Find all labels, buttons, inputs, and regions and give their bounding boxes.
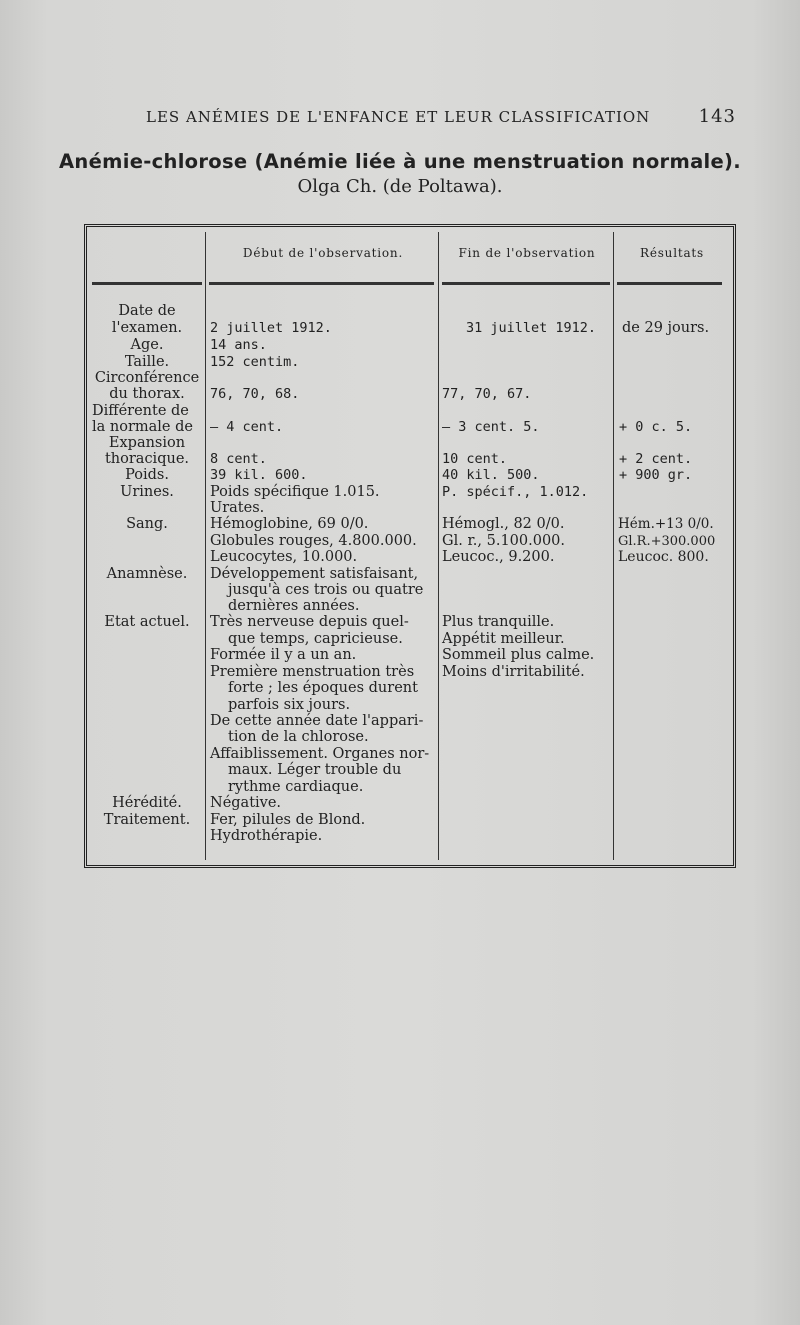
resultat-cell: Hém.+13 0/0.	[618, 516, 714, 532]
debut-cell: Formée il y a un an.	[210, 647, 357, 663]
header-rule	[617, 282, 722, 285]
debut-cell: parfois six jours.	[228, 697, 351, 713]
running-head-title: LES ANÉMIES DE L'ENFANCE ET LEUR CLASSIFICATION	[146, 108, 651, 126]
debut-cell: que temps, capricieuse.	[228, 631, 403, 647]
row-label: Sang.	[126, 516, 168, 532]
resultat-cell: Gl.R.+300.000	[618, 534, 716, 549]
row-label: Etat actuel.	[104, 614, 190, 630]
debut-cell: jusqu'à ces trois ou quatre	[228, 582, 424, 598]
fin-cell: 10 cent.	[442, 451, 508, 467]
debut-cell: Développement satisfaisant,	[210, 566, 419, 582]
fin-cell: Hémogl., 82 0/0.	[442, 516, 565, 532]
debut-cell: tion de la chlorose.	[228, 729, 369, 745]
debut-cell: forte ; les époques durent	[228, 680, 418, 696]
debut-cell: 8 cent.	[210, 451, 267, 467]
fin-cell: Leucoc., 9.200.	[442, 549, 555, 565]
column-divider	[205, 232, 206, 860]
debut-cell: Globules rouges, 4.800.000.	[210, 533, 417, 549]
debut-cell: 152 centim.	[210, 354, 300, 370]
row-label: l'examen.	[111, 320, 183, 336]
row-label: Date de	[118, 303, 176, 319]
running-head	[146, 106, 736, 128]
debut-cell: 39 kil. 600.	[210, 467, 308, 483]
page-number: 143	[698, 106, 736, 127]
row-label: Circonférence	[94, 370, 200, 386]
debut-cell: rythme cardiaque.	[228, 779, 364, 795]
fin-cell: Plus tranquille.	[442, 614, 555, 630]
debut-cell: Affaiblissement. Organes nor-	[210, 746, 430, 762]
header-resultats: Résultats	[639, 246, 705, 260]
row-label: Différente de	[92, 403, 189, 419]
fin-cell: 31 juillet 1912.	[466, 320, 597, 336]
resultat-cell: + 2 cent.	[619, 451, 693, 467]
fin-cell: Moins d'irritabilité.	[442, 664, 585, 680]
debut-cell: Urates.	[210, 500, 265, 516]
debut-cell: Hydrothérapie.	[210, 828, 323, 844]
row-label: du thorax.	[109, 386, 185, 402]
debut-cell: dernières années.	[228, 598, 360, 614]
debut-cell: 2 juillet 1912.	[210, 320, 332, 336]
debut-cell: Poids spécifique 1.015.	[210, 484, 380, 500]
resultat-cell: + 900 gr.	[619, 467, 693, 483]
header-rule	[209, 282, 434, 285]
row-label: Taille.	[124, 354, 170, 370]
fin-cell: P. spécif., 1.012.	[442, 484, 589, 500]
row-label: Hérédité.	[112, 795, 182, 811]
debut-cell: maux. Léger trouble du	[228, 762, 402, 778]
row-label: Poids.	[125, 467, 169, 483]
debut-cell: 14 ans.	[210, 337, 267, 353]
fin-cell: 40 kil. 500.	[442, 467, 540, 483]
debut-cell: — 4 cent.	[210, 419, 284, 435]
header-rule	[442, 282, 610, 285]
debut-cell: Négative.	[210, 795, 282, 811]
page-subtitle: Olga Ch. (de Poltawa).	[297, 176, 503, 197]
fin-cell: Gl. r., 5.100.000.	[442, 533, 566, 549]
row-label: Traitement.	[103, 812, 191, 828]
page-title: Anémie-chlorose (Anémie liée à une menstruation normale).	[59, 150, 741, 173]
debut-cell: Très nerveuse depuis quel-	[210, 614, 409, 630]
fin-cell: 77, 70, 67.	[442, 386, 532, 402]
row-label: Expansion	[108, 435, 186, 451]
row-label: thoracique.	[104, 451, 190, 467]
resultat-cell: Leucoc. 800.	[618, 549, 709, 565]
row-label: Urines.	[120, 484, 174, 500]
resultat-cell: de 29 jours.	[622, 320, 710, 336]
header-fin: Fin de l'observation	[458, 246, 596, 260]
debut-cell: Première menstruation très	[210, 664, 415, 680]
fin-cell: — 3 cent. 5.	[442, 419, 540, 435]
debut-cell: Hémoglobine, 69 0/0.	[210, 516, 369, 532]
column-divider	[438, 232, 439, 860]
row-label: Age.	[130, 337, 164, 353]
debut-cell: De cette année date l'appari-	[210, 713, 424, 729]
fin-cell: Appétit meilleur.	[442, 631, 565, 647]
header-debut: Début de l'observation.	[242, 246, 404, 260]
fin-cell: Sommeil plus calme.	[442, 647, 595, 663]
row-label: la normale de	[92, 419, 193, 435]
resultat-cell: + 0 c. 5.	[619, 419, 693, 435]
header-rule	[92, 282, 202, 285]
debut-cell: Leucocytes, 10.000.	[210, 549, 358, 565]
column-divider	[613, 232, 614, 860]
row-label: Anamnèse.	[106, 566, 188, 582]
debut-cell: Fer, pilules de Blond.	[210, 812, 366, 828]
debut-cell: 76, 70, 68.	[210, 386, 300, 402]
